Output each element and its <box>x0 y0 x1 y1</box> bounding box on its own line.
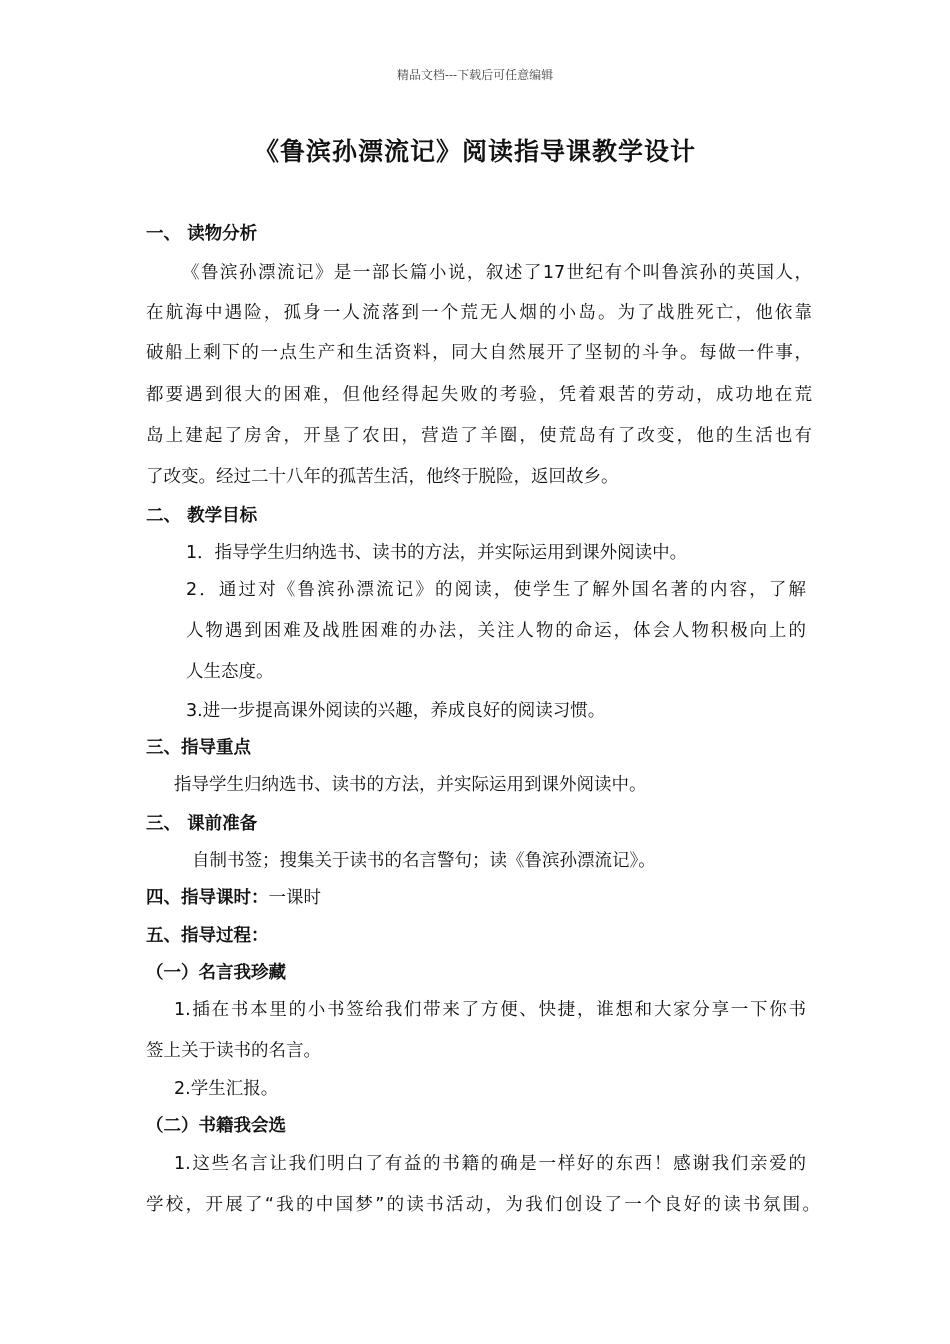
section-class-hours <box>146 887 321 909</box>
paragraph-line: 在航海中遇险，孤身一人流落到一个荒无人烟的小岛。为了战胜死亡，他依靠 <box>146 303 812 323</box>
paragraph-line: 学校，开展了“我的中国梦”的读书活动，为我们创设了一个良好的读书氛围。 <box>146 1195 820 1215</box>
subsection-heading-quotes: （一）名言我珍藏 <box>146 963 286 983</box>
section-heading-goals: 二、 教学目标 <box>146 506 258 526</box>
paragraph-line: 了改变。经过二十八年的孤苦生活，他终于脱险，返回故乡。 <box>146 467 619 487</box>
paragraph-line: 自制书签；搜集关于读书的名言警句；读《鲁滨孙漂流记》。 <box>192 851 656 871</box>
paragraph-line: 破船上剩下的一点生产和生活资料，同大自然展开了坚韧的斗争。每做一件事， <box>146 343 812 363</box>
paragraph-line: 1.这些名言让我们明白了有益的书籍的确是一样好的东西！感谢我们亲爱的 <box>174 1154 806 1174</box>
goal-item: 2．通过对《鲁滨孙漂流记》的阅读，使学生了解外国名著的内容，了解 <box>186 580 806 600</box>
section-heading-hours: 四、指导课时： <box>146 888 269 908</box>
paragraph-line: 岛上建起了房舍，开垦了农田，营造了羊圈，使荒岛有了改变，他的生活也有 <box>146 426 812 446</box>
paragraph-line: 都要遇到很大的困难，但他经得起失败的考验，凭着艰苦的劳动，成功地在荒 <box>146 385 812 405</box>
goal-item: 1．指导学生归纳选书、读书的方法，并实际运用到课外阅读中。 <box>186 543 688 563</box>
paragraph-line: 指导学生归纳选书、读书的方法，并实际运用到课外阅读中。 <box>174 775 647 795</box>
class-hours-value: 一课时 <box>268 888 321 908</box>
section-heading-preparation: 三、 课前准备 <box>146 814 258 834</box>
goal-item: 人生态度。 <box>186 662 274 682</box>
section-heading-process: 五、指导过程： <box>146 926 269 946</box>
paragraph-line: 《鲁滨孙漂流记》是一部长篇小说，叙述了17世纪有个叫鲁滨孙的英国人， <box>182 263 812 283</box>
paragraph-line: 2.学生汇报。 <box>174 1079 279 1099</box>
subsection-heading-books: （二）书籍我会选 <box>146 1116 286 1136</box>
paragraph-line: 1.插在书本里的小书签给我们带来了方便、快捷，谁想和大家分享一下你书 <box>174 1000 806 1020</box>
section-heading-focus: 三、指导重点 <box>146 738 251 758</box>
page-header: 精品文档---下载后可任意编辑 <box>396 68 554 82</box>
section-heading-analysis: 一、 读物分析 <box>146 224 258 244</box>
document-title: 《鲁滨孙漂流记》阅读指导课教学设计 <box>253 137 696 166</box>
paragraph-line: 签上关于读书的名言。 <box>146 1041 321 1061</box>
goal-item: 人物遇到困难及战胜困难的办法，关注人物的命运，体会人物积极向上的 <box>186 621 806 641</box>
goal-item: 3.进一步提高课外阅读的兴趣，养成良好的阅读习惯。 <box>186 701 606 721</box>
